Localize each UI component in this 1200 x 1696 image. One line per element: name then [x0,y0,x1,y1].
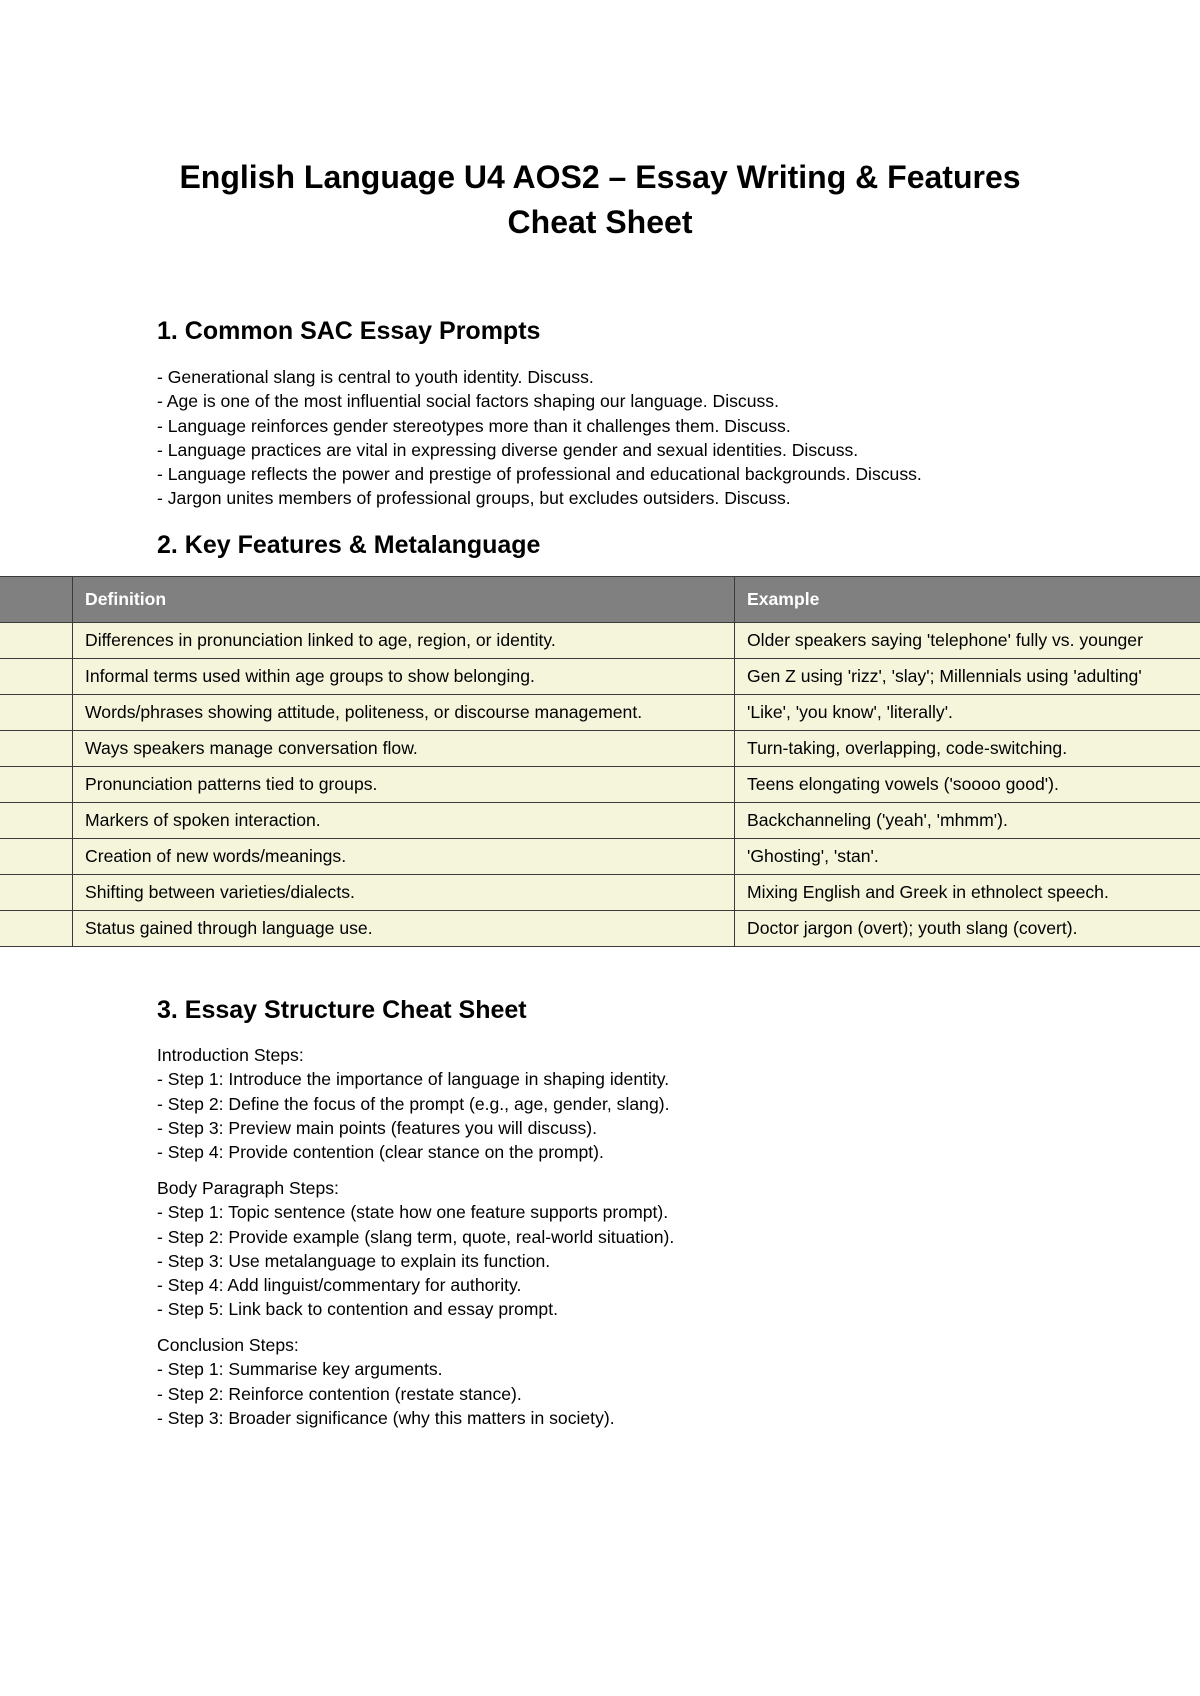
introduction-steps [157,1043,669,1164]
table-row [0,767,1200,803]
step-item: - Step 2: Reinforce contention (restate stance). [157,1383,522,1404]
step-item: - Step 4: Provide contention (clear stance on the prompt). [157,1142,604,1163]
definition-cell: Markers of spoken interaction. [73,803,735,839]
step-item: - Step 5: Link back to contention and essay prompt. [157,1299,558,1320]
body-paragraph-steps [157,1176,674,1322]
step-item: - Step 2: Provide example (slang term, quote, real-world situation). [157,1226,675,1247]
definition-cell: Creation of new words/meanings. [73,839,735,875]
step-item: - Step 3: Preview main points (features you will discuss). [157,1117,598,1138]
example-cell: Mixing English and Greek in ethnolect speech. [735,875,1200,911]
header-definition: Definition [73,577,735,623]
feature-cell [0,803,73,839]
body-paragraph-label: Body Paragraph Steps: [157,1178,339,1198]
step-item: - Step 2: Define the focus of the prompt (e.g., age, gender, slang). [157,1093,670,1114]
prompt-item: - Age is one of the most influential social factors shaping our language. Discuss. [157,391,779,412]
step-item: - Step 3: Use metalanguage to explain its function. [157,1250,551,1271]
prompts-list [157,365,922,511]
table-row [0,839,1200,875]
table-row [0,731,1200,767]
feature-cell [0,839,73,875]
page-title-line-2: Cheat Sheet [507,204,693,240]
definition-cell: Ways speakers manage conversation flow. [73,731,735,767]
feature-cell [0,623,73,659]
table-row [0,623,1200,659]
section-heading-features: 2. Key Features & Metalanguage [157,531,541,559]
table-row [0,695,1200,731]
section-heading-prompts: 1. Common SAC Essay Prompts [157,317,541,345]
step-item: - Step 1: Topic sentence (state how one feature supports prompt). [157,1202,669,1223]
features-table [0,576,1200,947]
feature-cell [0,731,73,767]
section-heading-essay-structure: 3. Essay Structure Cheat Sheet [157,996,527,1024]
table-row [0,875,1200,911]
feature-cell [0,875,73,911]
prompt-item: - Language reinforces gender stereotypes more than it challenges them. Discuss. [157,415,791,436]
prompt-item: - Generational slang is central to youth identity. Discuss. [157,367,594,387]
example-cell: Doctor jargon (overt); youth slang (covert). [735,911,1200,947]
table-row [0,659,1200,695]
table-row [0,803,1200,839]
definition-cell: Differences in pronunciation linked to age, region, or identity. [73,623,735,659]
example-cell: Older speakers saying 'telephone' fully vs. younger [735,623,1200,659]
step-item: - Step 4: Add linguist/commentary for authority. [157,1275,522,1296]
table-header-row [0,577,1200,623]
step-item: - Step 3: Broader significance (why this matters in society). [157,1407,615,1428]
step-item: - Step 1: Introduce the importance of language in shaping identity. [157,1069,670,1090]
definition-cell: Shifting between varieties/dialects. [73,875,735,911]
table-row [0,911,1200,947]
example-cell: Gen Z using 'rizz', 'slay'; Millennials using 'adulting' [735,659,1200,695]
prompt-item: - Language reflects the power and prestige of professional and educational backgrounds. Discuss. [157,464,922,485]
header-example: Example [735,577,1200,623]
feature-cell [0,911,73,947]
conclusion-label: Conclusion Steps: [157,1335,299,1355]
definition-cell: Informal terms used within age groups to show belonging. [73,659,735,695]
feature-cell [0,767,73,803]
feature-cell [0,695,73,731]
conclusion-steps [157,1333,615,1430]
step-item: - Step 1: Summarise key arguments. [157,1359,443,1380]
example-cell: Backchanneling ('yeah', 'mhmm'). [735,803,1200,839]
example-cell: 'Ghosting', 'stan'. [735,839,1200,875]
example-cell: Turn-taking, overlapping, code-switching. [735,731,1200,767]
definition-cell: Status gained through language use. [73,911,735,947]
prompt-item: - Language practices are vital in expressing diverse gender and sexual identities. Discuss. [157,439,859,460]
prompt-item: - Jargon unites members of professional groups, but excludes outsiders. Discuss. [157,488,791,509]
header-feature [0,577,73,623]
introduction-label: Introduction Steps: [157,1045,304,1065]
feature-cell [0,659,73,695]
example-cell: 'Like', 'you know', 'literally'. [735,695,1200,731]
definition-cell: Pronunciation patterns tied to groups. [73,767,735,803]
page-title-line-1: English Language U4 AOS2 – Essay Writing & Features [179,159,1021,195]
page-title [150,155,1050,245]
example-cell: Teens elongating vowels ('soooo good'). [735,767,1200,803]
definition-cell: Words/phrases showing attitude, politeness, or discourse management. [73,695,735,731]
